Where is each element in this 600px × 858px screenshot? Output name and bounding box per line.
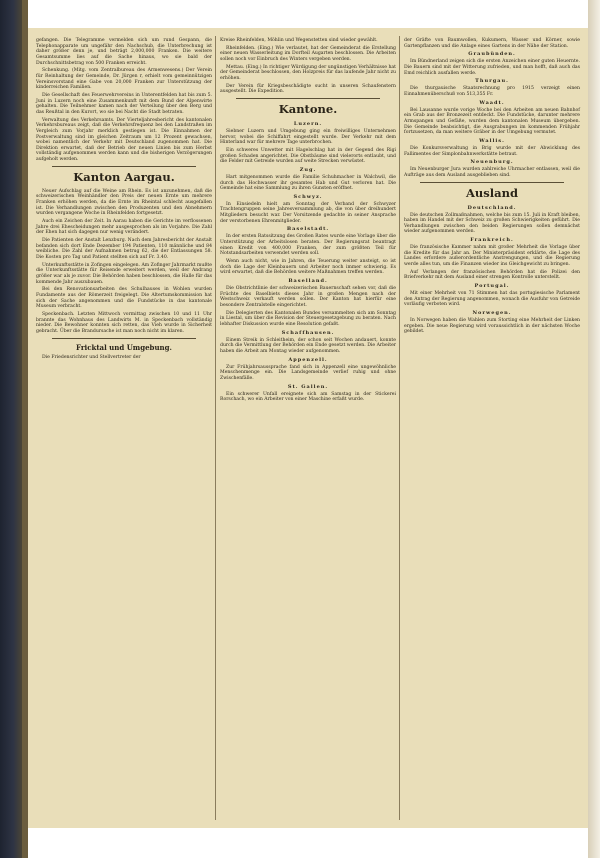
article-text: Einem Streik in Schleitheim, der schon seit Wochen andauert, konnte durch die Vermittlung der Behörden ein Ende gesetzt werden. Die Arbeiter haben die Arbeit am Montag wieder aufgenommen.: [220, 337, 396, 354]
subheading-schwyz: Schwyz.: [293, 193, 323, 200]
article-text: Bei den Renovationsarbeiten des Schulhauses in Wohlen wurden Fundamente aus der Römerzeit freigelegt. Die Altertumskommission hat sich der Sache angenommen und die Fundstücke in das kantonale Museum verbracht.: [36, 287, 212, 310]
article-text: Ein schwerer Unfall ereignete sich am Samstag in der Stickerei Rorschach, wo ein Arbeiter von einer Maschine erfaßt wurde.: [220, 391, 396, 403]
subheading-baselland: Baselland.: [288, 278, 328, 285]
section-heading-fricktal: Fricktal und Umgebung.: [76, 342, 172, 352]
section-heading-ausland: Ausland: [466, 185, 518, 200]
article-text: Bei Lausanne wurde vorige Woche bei den Arbeiten am neuen Bahnhof ein Grab aus der Bronzezeit entdeckt. Die Fundstücke, darunter mehrere Armspangen und Gefäße, wurden dem kantonalen Museum übergeben. Die Gemeinde beabsichtigt, die Ausgrabungen im kommenden Frühjahr fortzusetzen, da man weitere Gräber in der Umgebung vermutet.: [404, 107, 580, 136]
subheading-waadt: Waadt.: [479, 99, 505, 106]
column-1: [36, 38, 212, 362]
subheading-thurgau: Thurgau.: [475, 78, 509, 85]
subheading-deutschland: Deutschland.: [467, 204, 517, 211]
divider: [52, 338, 196, 339]
article-text: Rheinfelden. (Eing.) Wie verlautet, hat der Gemeinderat die Erstellung einer neuen Wasserleitung im Dorfteil Augarten beschlossen. Die Arbeiten sollen noch vor Einbruch des Winters vergeben werden.: [220, 45, 396, 62]
article-text: Im Bündnerland zeigen sich die ersten Anzeichen einer guten Heuernte. Die Bauern sind mit der Witterung zufrieden, und man hofft, daß auch das Emd reichlich ausfallen werde.: [404, 59, 580, 76]
subheading-st-gallen: St. Gallen.: [287, 383, 329, 390]
subheading-wallis: Wallis.: [479, 137, 505, 144]
article-text: Die Gesellschaft des Feuerwehrvereins in Unterentfelden hat bis zum 5. Juni in Luzern noch eine Zusammenkunft mit dem Bund der Alpenwirte gehalten. Die Teilnehmer kamen nach der Verteilung über den Berg und das Reußtal in den Kurort, wo sie bei Nacht die Stadt betraten.: [36, 92, 212, 115]
subheading-norwegen: Norwegen.: [472, 310, 512, 317]
subheading-schaffhausen: Schaffhausen.: [281, 329, 335, 336]
divider: [52, 166, 196, 167]
article-text: Ein schweres Unwetter mit Hagelschlag hat in der Gegend des Rigi großen Schaden angerichtet. Die Obstbäume sind vielerorts entlaubt, und die Felder mit Getreide wurden auf weite Strecken verwüstet.: [220, 147, 396, 165]
column-2: [220, 38, 396, 405]
article-text: Speckenbach. Letzten Mittwoch vormittag zwischen 10 und 11 Uhr brannte das Wohnhaus des Landwirts M. in Speckenbach vollständig nieder. Die Bewohner konnten sich retten, das Vieh wurde in Sicherheit gebracht. Über die Brandursache ist man noch nicht im klaren.: [36, 311, 212, 334]
article-text: Die deutschen Zollmaßnahmen, welche bis zum 15. Juli in Kraft bleiben, haben im Handel mit der Schweiz zu großen Schwierigkeiten geführt. Die Verhandlungen zwischen den beiden Regierungen sollen demnächst wieder aufgenommen werden.: [404, 212, 580, 235]
book-binding: [0, 0, 22, 858]
article-text: Schenkung. (Mitg. vom Zentralbureau des Armenwesens.) Der Verein für Reinhaltung der Gemeinde, Dr. Jürgen r, erhielt vom gemeinnützigen Vereinsvorstand eine Gabe von 20,000 Franken zur Unterstützung der kinderreichen Familien.: [36, 68, 212, 91]
article-text: In Einsiedeln hielt am Sonntag der Verband der Schwyzer Trachtengruppen seine Jahresversammlung ab, die von über dreihundert Mitgliedern besucht war. Der Vorsitzende gedachte in seiner Ansprache der verstorbenen Ehrenmitglieder.: [220, 201, 396, 224]
column-rule: [399, 36, 400, 820]
subheading-zug: Zug.: [299, 166, 317, 173]
article-text: gefangen. Die Telegramme vermelden sich um rund Gespann, die Telephonapparate um ungefähr den Nachschub, die Unterbrechung ist daher größer denn je, und beträgt 2,000,000 Franken. Die weitere Gesamtsumme lies auf die Sache hinaus, wo sie bald der Durchschnittsbetrag von 500 Franken erreicht.: [36, 38, 212, 66]
divider: [236, 98, 380, 99]
article-text: Verwaltung des Verkehrsamts. Der Vierteljahresbericht des kantonalen Verkehrsbureaus zeigt, daß die Verkehrsfrequenz bei den Landstraßen im Vergleich zum Vorjahr merklich gestiegen ist. Die Einnahmen der Postverwaltung sind im gleichen Zeitraum um 12 Prozent gewachsen, wobei namentlich der Verkehr mit Deutschland zugenommen hat. Die Direktion erwartet, daß der Betrieb der neuen Linien bis zum Herbst vollständig aufgenommen werden kann und die bisherigen Verzögerungen aufgeholt werden.: [36, 117, 212, 163]
article-text: Auf Verlangen der französischen Behörden hat die Polizei den Briefverkehr mit dem Ausland einer strengen Kontrolle unterstellt.: [404, 269, 580, 281]
article-text: Der Verein für Kriegsbeschädigte sucht in unseren Schaufenstern ausgestellt. Die Expedition.: [220, 83, 396, 95]
column-rule: [215, 36, 216, 820]
column-3: [404, 38, 580, 337]
article-text: Neuer Aufschlag auf die Weine am Rhein. Es ist anzunehmen, daß die schweizerischen Weinhändler den Preis der neuen Ernte um mehrere Franken erhöhen werden, da die Ernte im Rheintal schlecht ausgefallen ist. Die Verhandlungen zwischen den Produzenten und den Abnehmern wurden vergangene Woche in Rheinfelden fortgesetzt.: [36, 188, 212, 217]
article-text: Die französische Kammer nahm mit großer Mehrheit die Vorlage über die Kredite für das Jahr an. Der Ministerpräsident erklärte, die Lage des Landes erfordere außerordentliche Anstrengungen, und die Regierung werde alles tun, um die Finanzen wieder ins Gleichgewicht zu bringen.: [404, 245, 580, 268]
article-text: Siebner Luzern und Umgebung ging ein freiwilliges Unternehmen hervor, wobei die Schiffahrt eingestellt wurde. Der Verkehr mit dem Hinterland war für mehrere Tage unterbrochen.: [220, 128, 396, 146]
newspaper-page: [28, 28, 588, 828]
subheading-luzern: Luzern.: [293, 120, 323, 127]
page-edge: [588, 0, 600, 858]
subheading-portugal: Portugal.: [474, 283, 510, 290]
article-text: Die Konkursverwaltung in Brig wurde mit der Abwicklung des Fallimentes der Simplonbahnwerkstätte betraut.: [404, 145, 580, 157]
article-text: Die thurgauische Staatsrechnung pro 1915 verzeigt einen Einnahmenüberschuß von 513,355 Fr.: [404, 86, 580, 97]
subheading-appenzell: Appenzell.: [288, 356, 328, 363]
subheading-baselstadt: Baselstadt.: [286, 226, 330, 233]
article-text: Kreise Rheinfelden, Möhlin und Wegenstetten sind wieder gewählt.: [220, 38, 378, 43]
section-heading-kanton-aargau: Kanton Aargau.: [73, 169, 175, 184]
article-text: der Gräfte von Baumwollen, Kukumern, Wasser und Körner, sowie Gartenpflanzen und die Anlage eines Gartens in der Nähe der Station.: [404, 38, 580, 49]
article-text: Mettau. (Eing.) In richtiger Würdigung der ungünstigen Verhältnisse hat der Gemeinderat beschlossen, den Holzpreis für das laufende Jahr nicht zu erhöhen.: [220, 64, 396, 81]
article-text: Hart mitgenommen wurde die Familie Schuhmacher in Walchwil, die durch das Hochwasser ihr gesamtes Hab und Gut verloren hat. Die Gemeinde hat eine Sammlung zu ihren Gunsten eröffnet.: [220, 174, 396, 192]
article-text: Wenn auch nicht, wie in Jahren, die Teuerung weiter ansteigt, so ist doch die Lage der Kleinbauern und Arbeiter noch immer schwierig. Es wird erwartet, daß die Behörden weitere Maßnahmen treffen werden.: [220, 259, 396, 276]
section-heading-kantone: Kantone.: [278, 101, 338, 116]
article-text: Die Delegierten des Kantonalen Bundes versammelten sich am Sonntag in Liestal, um über die Revision der Steuergesetzgebung zu beraten. Nach lebhafter Diskussion wurde eine Resolution gefaßt.: [220, 310, 396, 327]
subheading-neuenburg: Neuenburg.: [470, 159, 514, 166]
article-text: Mit einer Mehrheit von 71 Stimmen hat das portugiesische Parlament den Antrag der Regierung angenommen, wonach die Ausfuhr von Getreide vorläufig verboten wird.: [404, 291, 580, 308]
article-text: Im Neuenburger Jura wurden zahlreiche Uhrmacher entlassen, weil die Aufträge aus dem Ausland ausgeblieben sind.: [404, 167, 580, 178]
divider: [420, 182, 564, 183]
article-text: In der ersten Ratssitzung des Großen Rates wurde eine Vorlage über die Unterstützung der Arbeitslosen beraten. Der Regierungsrat beantragt einen Kredit von 400,000 Franken, der zum größten Teil für Notstandsarbeiten verwendet werden soll.: [220, 234, 396, 257]
article-text: In Norwegen haben die Wahlen zum Storting eine Mehrheit der Linken ergeben. Die neue Regierung wird voraussichtlich in der nächsten Woche gebildet.: [404, 318, 580, 335]
article-text: Auch ein Zeichen der Zeit. In Aarau haben die Gerichte im verflossenen Jahre drei Ehescheidungen mehr ausgesprochen als im Vorjahre. Die Zahl der Ehen hat sich dagegen nur wenig verändert.: [36, 219, 212, 236]
article-text: Die Obstrichtlinie der schweizerischen Bauernschaft sehen vor, daß die Früchte des Baselbiets dieses Jahr in großen Mengen nach der Westschweiz verkauft werden sollen. Der Kanton hat hierfür eine besondere Zentralstelle eingerichtet.: [220, 286, 396, 308]
article-text: Unterkunftsstätte in Zofingen eingelegen. Am Zofinger Jahrmarkt mußte die Unterkunftsstätte für Reisende erweitert werden, weil der Andrang größer war als je zuvor. Die Behörden haben beschlossen, die Halle für das kommende Jahr auszubauen.: [36, 262, 212, 285]
article-text: Die Friedensrichter und Stellvertreter der: [42, 354, 141, 360]
subheading-graubuenden: Graubünden.: [468, 51, 516, 58]
subheading-frankreich: Frankreich.: [470, 237, 514, 244]
article-text: Die Patienten der Anstalt Lenzburg. Nach dem Jahresbericht der Anstalt befanden sich dort Ende Dezember 194 Patienten, 110 männliche und 84 weibliche. Die Zahl der Aufnahmen betrug 62, die der Entlassungen 58. Die Kosten pro Tag und Patient stellten sich auf Fr. 3.40.: [36, 238, 212, 260]
article-text: Zur Frühjahrsaussprache fand sich in Appenzell eine ungewöhnliche Menschenmenge ein. Die Landsgemeinde verlief ruhig und ohne Zwischenfälle.: [220, 364, 396, 381]
